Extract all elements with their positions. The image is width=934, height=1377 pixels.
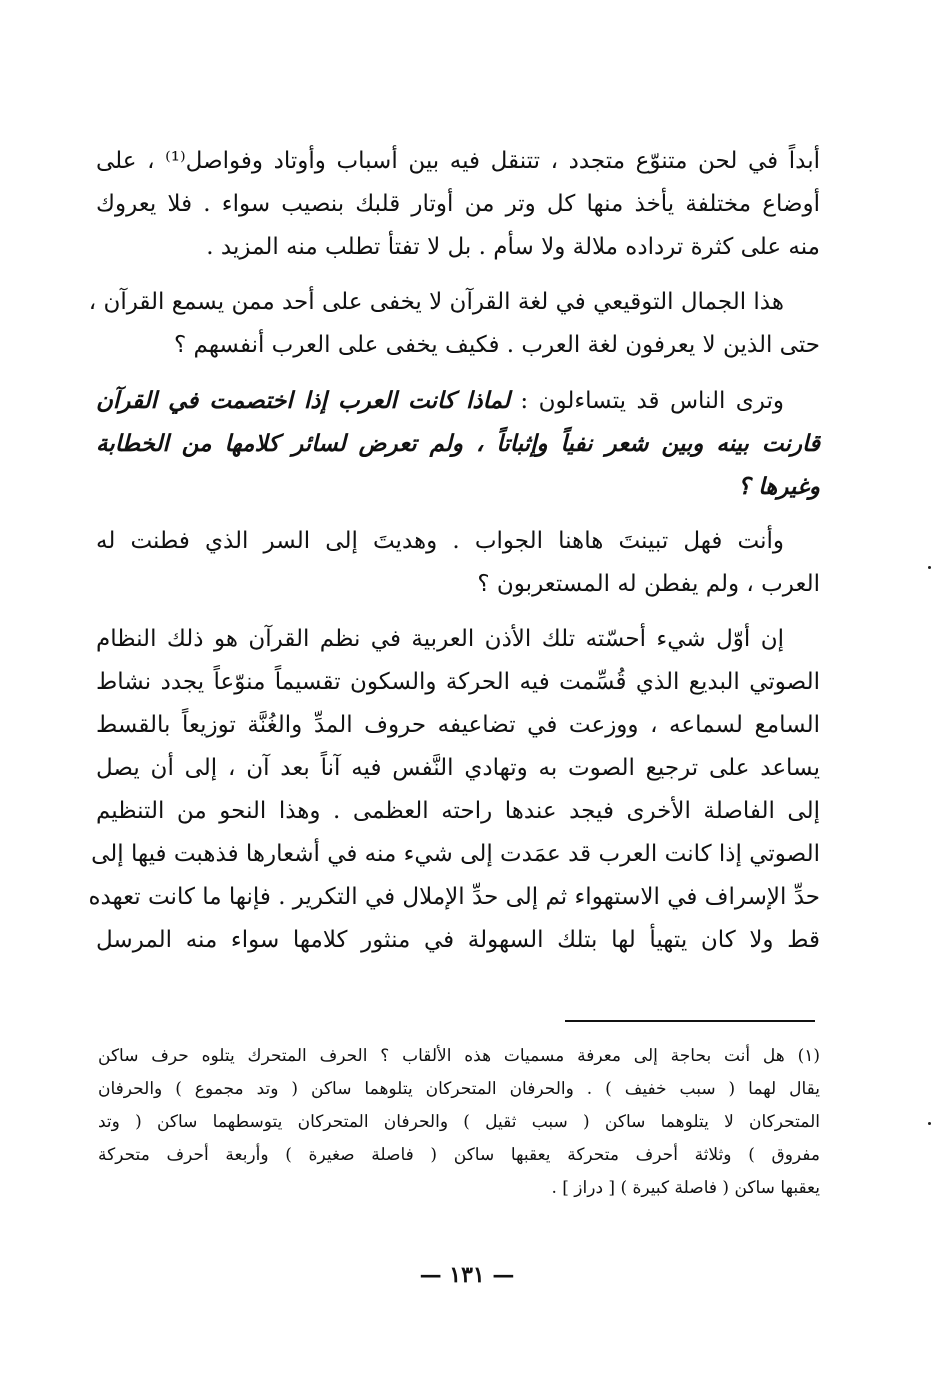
footnote-line: يعقبها ساكن ( فاصلة كبيرة ) [ دراز ] .: [551, 1178, 820, 1198]
footnote-line: مفروق ) وثلاثة أحرف متحركة يعقبها ساكن ( فاصلة صغيرة ) وأربعة أحرف متحركة: [98, 1145, 820, 1165]
text-line: العرب ، ولم يفطن له المستعربون ؟: [477, 571, 820, 597]
text-line: حتى الذين لا يعرفون لغة العرب . فكيف يخفى على العرب أنفسهم ؟: [174, 332, 820, 358]
scan-mark: [928, 1122, 931, 1125]
text-line: إن أوّل شيء أحسّته تلك الأذن العربية في نظم القرآن هو ذلك النظام: [96, 626, 784, 652]
question-intro: وترى الناس قد يتساءلون :: [509, 388, 784, 414]
text-line: يساعد على ترجيع الصوت به وتهادي النَّفس فيه آناً بعد آن ، إلى أن يصل: [96, 755, 820, 781]
text-line: وأنت فهل تبينتَ هاهنا الجواب . وهديتَ إلى السر الذي فطنت له: [96, 528, 784, 554]
text-line: قط ولا كان يتهيأ لها بتلك السهولة في منثور كلامها سواء منه المرسل: [96, 927, 820, 953]
main-text: [88, 140, 821, 962]
text-line: الصوتي البديع الذي قُسِّمت فيه الحركة والسكون تقسيماً منوّعاً يجدد نشاط: [96, 669, 820, 695]
question-emphasis: لماذا كانت العرب إذا اختصمت في القرآن: [96, 387, 510, 414]
text-line: الصوتي إذا كانت العرب قد عمَدت إلى شيء منه في أشعارها فذهبت فيها إلى: [91, 841, 820, 867]
question-line: [96, 379, 820, 422]
text-line: إلى الفاصلة الأخرى فيجد عندها راحته العظمى . وهذا النحو من التنظيم: [96, 798, 820, 824]
text-line: السامع لسماعه ، ووزعت في تضاعيفه حروف المدِّ والغُنَّة توزيعاً بالقسط: [96, 712, 820, 738]
text-line: أوضاع مختلفة يأخذ منها كل وتر من أوتار قلبك بنصيب سواء . فلا يعروك: [96, 191, 820, 217]
footnote-line: المتحركان لا يتلوهما ساكن ( سبب ثقيل ) والحرفان المتحركان يتوسطهما ساكن ( وتد: [98, 1112, 820, 1132]
question-emphasis-line: قارنت بينه وبين شعر نفياً وإثباتاً ، ولم تعرض لسائر كلامها من الخطابة: [96, 430, 820, 457]
text-line: هذا الجمال التوقيعي في لغة القرآن لا يخفى على أحد ممن يسمع القرآن ،: [88, 289, 784, 315]
footnote-line: (١) هل أنت بحاجة إلى معرفة مسميات هذه الألقاب ؟ الحرف المتحرك يتلوه حرف ساكن: [98, 1046, 820, 1066]
footnote: [98, 1040, 820, 1205]
text-line: أبداً في لحن متنوّع متجدد ، تتنقل فيه بين أسباب وأوتاد وفواصل⁽¹⁾ ، على: [96, 148, 821, 174]
scan-mark: [928, 566, 931, 569]
text-line: منه على كثرة ترداده ملالة ولا سأم . بل لا تفتأ تطلب منه المزيد .: [206, 234, 820, 260]
footnote-line: يقال لهما ( سبب خفيف ) . والحرفان المتحركان يتلوهما ساكن ( وتد مجموع ) والحرفان: [98, 1079, 820, 1099]
text-line: حدِّ الإسراف في الاستهواء ثم إلى حدِّ الإملال في التكرير . فإنها ما كانت تعهده: [88, 884, 820, 910]
page-number: — ١٣١ —: [419, 1262, 515, 1288]
footnote-divider: [565, 1020, 815, 1022]
question-emphasis-line: وغيرها ؟: [737, 473, 820, 500]
